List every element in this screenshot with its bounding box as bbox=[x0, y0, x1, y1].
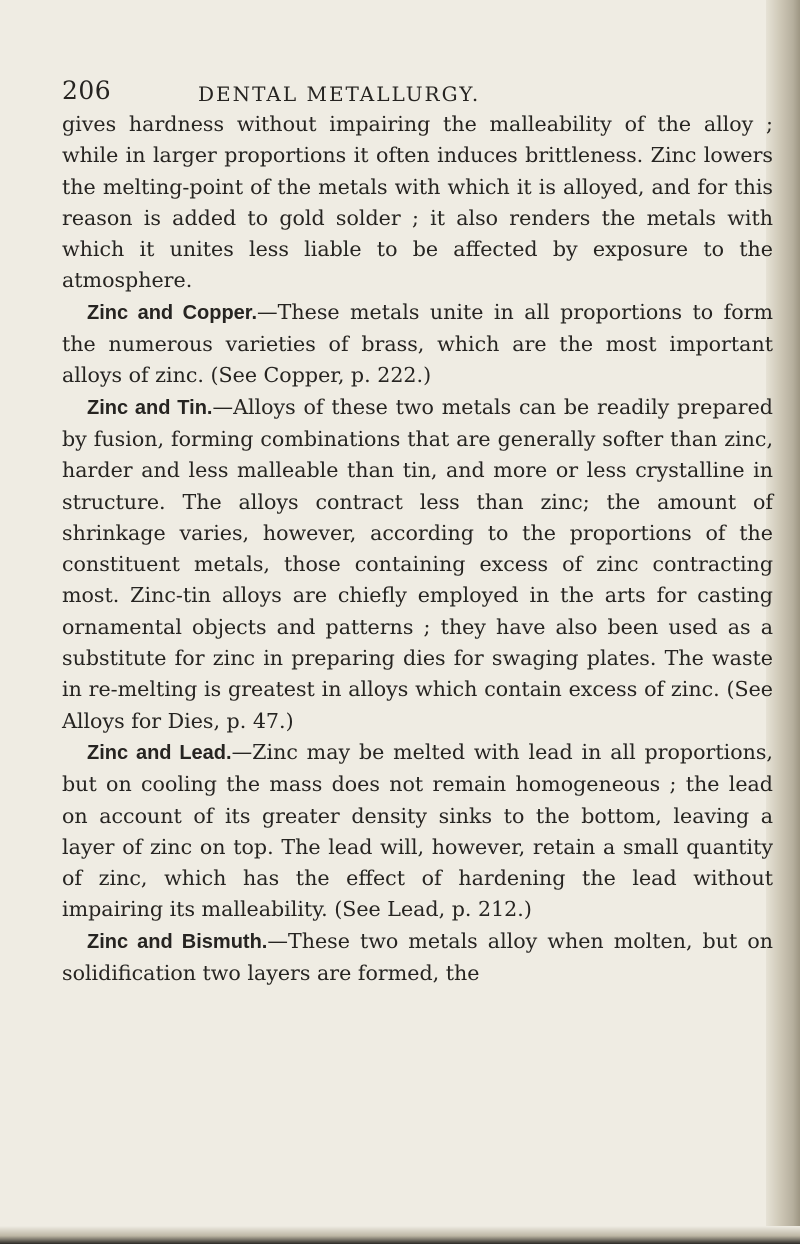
page-header bbox=[62, 76, 782, 106]
section-zinc-copper bbox=[62, 297, 773, 392]
section-zinc-lead bbox=[62, 737, 773, 926]
page-number: 206 bbox=[62, 76, 112, 105]
section-text: —These two metals alloy when molten, but on solidification two layers are formed, the bbox=[62, 928, 773, 986]
section-title: Zinc and Copper. bbox=[87, 301, 258, 324]
section-title: Zinc and Lead. bbox=[87, 741, 232, 764]
section-text: —Alloys of these two metals can be readily prepared by fusion, forming combinations that are generally softer than zinc, harder and less malleable than tin, and more or less crystalline in structure. The alloys contract less than zinc; the amount of shrinkage varies, however, according to the proportions of the constituent metals, those containing excess of zinc contracting most. Zinc-tin alloys are chiefly employed in the arts for casting ornamental objects and patterns ; they have also been used as a substitute for zinc in preparing dies for swaging plates. The waste in re-melting is greatest in alloys which contain excess of zinc. (See Alloys for Dies, p. 47.) bbox=[62, 394, 773, 733]
section-title: Zinc and Bismuth. bbox=[87, 930, 268, 953]
section-text: —Zinc may be melted with lead in all proportions, but on cooling the mass does not remain homogeneous ; the lead on account of its greater density sinks to the bottom, leaving a layer of zinc on top. The lead will, however, retain a small quantity of zinc, which has the effect of hardening the lead without impairing its malleability. (See Lead, p. 212.) bbox=[62, 739, 773, 922]
section-title: Zinc and Tin. bbox=[87, 396, 213, 419]
page-body bbox=[62, 109, 773, 989]
bottom-edge-shadow bbox=[0, 1226, 800, 1244]
section-text: —These metals unite in all proportions to form the numerous varieties of brass, which are the most important alloys of zinc. (See Copper, p. 222.) bbox=[62, 299, 773, 388]
intro-paragraph: gives hardness without impairing the malleability of the alloy ; while in larger proportions it often induces brittleness. Zinc lowers the melting-point of the metals with which it is alloyed, and for this reason is added to gold solder ; it also renders the metals with which it unites less liable to be affected by exposure to the atmosphere. bbox=[62, 112, 773, 293]
section-zinc-bismuth bbox=[62, 926, 773, 990]
section-zinc-tin bbox=[62, 392, 773, 737]
running-title: DENTAL METALLURGY. bbox=[198, 82, 481, 106]
